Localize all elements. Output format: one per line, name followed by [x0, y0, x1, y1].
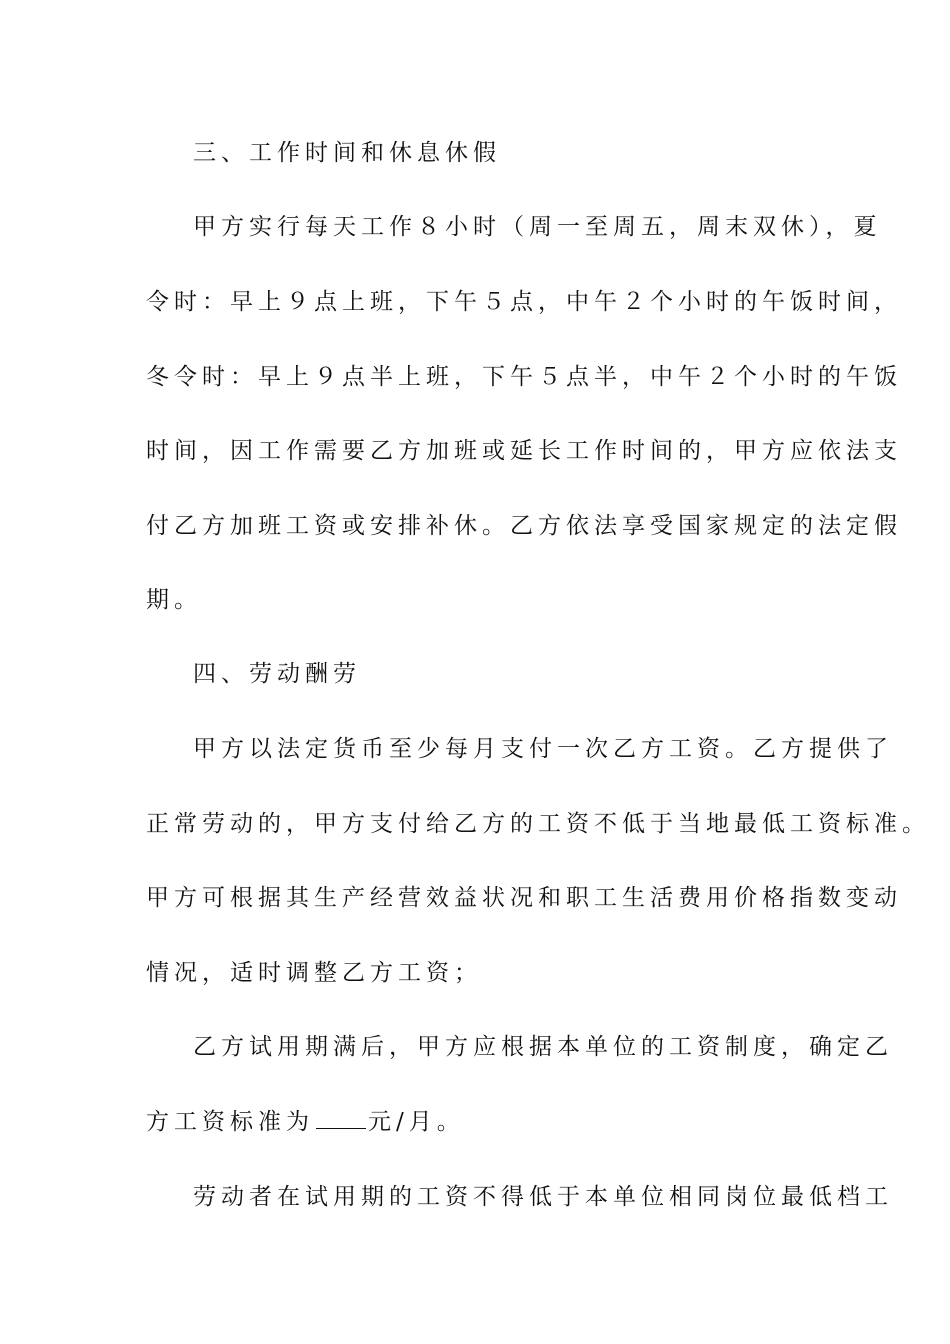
paragraph-line: 情况，适时调整乙方工资； — [146, 960, 482, 986]
paragraph-line-with-blank — [146, 1107, 465, 1137]
paragraph-line: 令时：早上９点上班，下午５点，中午２个小时的午饭时间， — [146, 289, 902, 315]
salary-text-after: 元/月。 — [368, 1109, 465, 1135]
salary-blank-field — [316, 1108, 366, 1129]
section-heading-3: 三、工作时间和休息休假 — [193, 140, 501, 166]
paragraph-line: 乙方试用期满后，甲方应根据本单位的工资制度，确定乙 — [193, 1034, 893, 1060]
paragraph-line: 甲方可根据其生产经营效益状况和职工生活费用价格指数变动 — [146, 885, 902, 911]
paragraph-line: 期。 — [146, 587, 202, 613]
paragraph-line: 正常劳动的，甲方支付给乙方的工资不低于当地最低工资标准。 — [146, 811, 930, 837]
paragraph-line: 冬令时：早上９点半上班，下午５点半，中午２个小时的午饭 — [146, 364, 902, 390]
section-heading-4: 四、劳动酬劳 — [193, 661, 361, 687]
paragraph-line: 甲方以法定货币至少每月支付一次乙方工资。乙方提供了 — [193, 736, 893, 762]
paragraph-line: 劳动者在试用期的工资不得低于本单位相同岗位最低档工 — [193, 1184, 893, 1210]
paragraph-line: 付乙方加班工资或安排补休。乙方依法享受国家规定的法定假 — [146, 513, 902, 539]
salary-text-before: 方工资标准为 — [146, 1109, 314, 1135]
paragraph-line: 时间，因工作需要乙方加班或延长工作时间的，甲方应依法支 — [146, 438, 902, 464]
paragraph-line: 甲方实行每天工作８小时（周一至周五，周末双休），夏 — [193, 214, 882, 240]
